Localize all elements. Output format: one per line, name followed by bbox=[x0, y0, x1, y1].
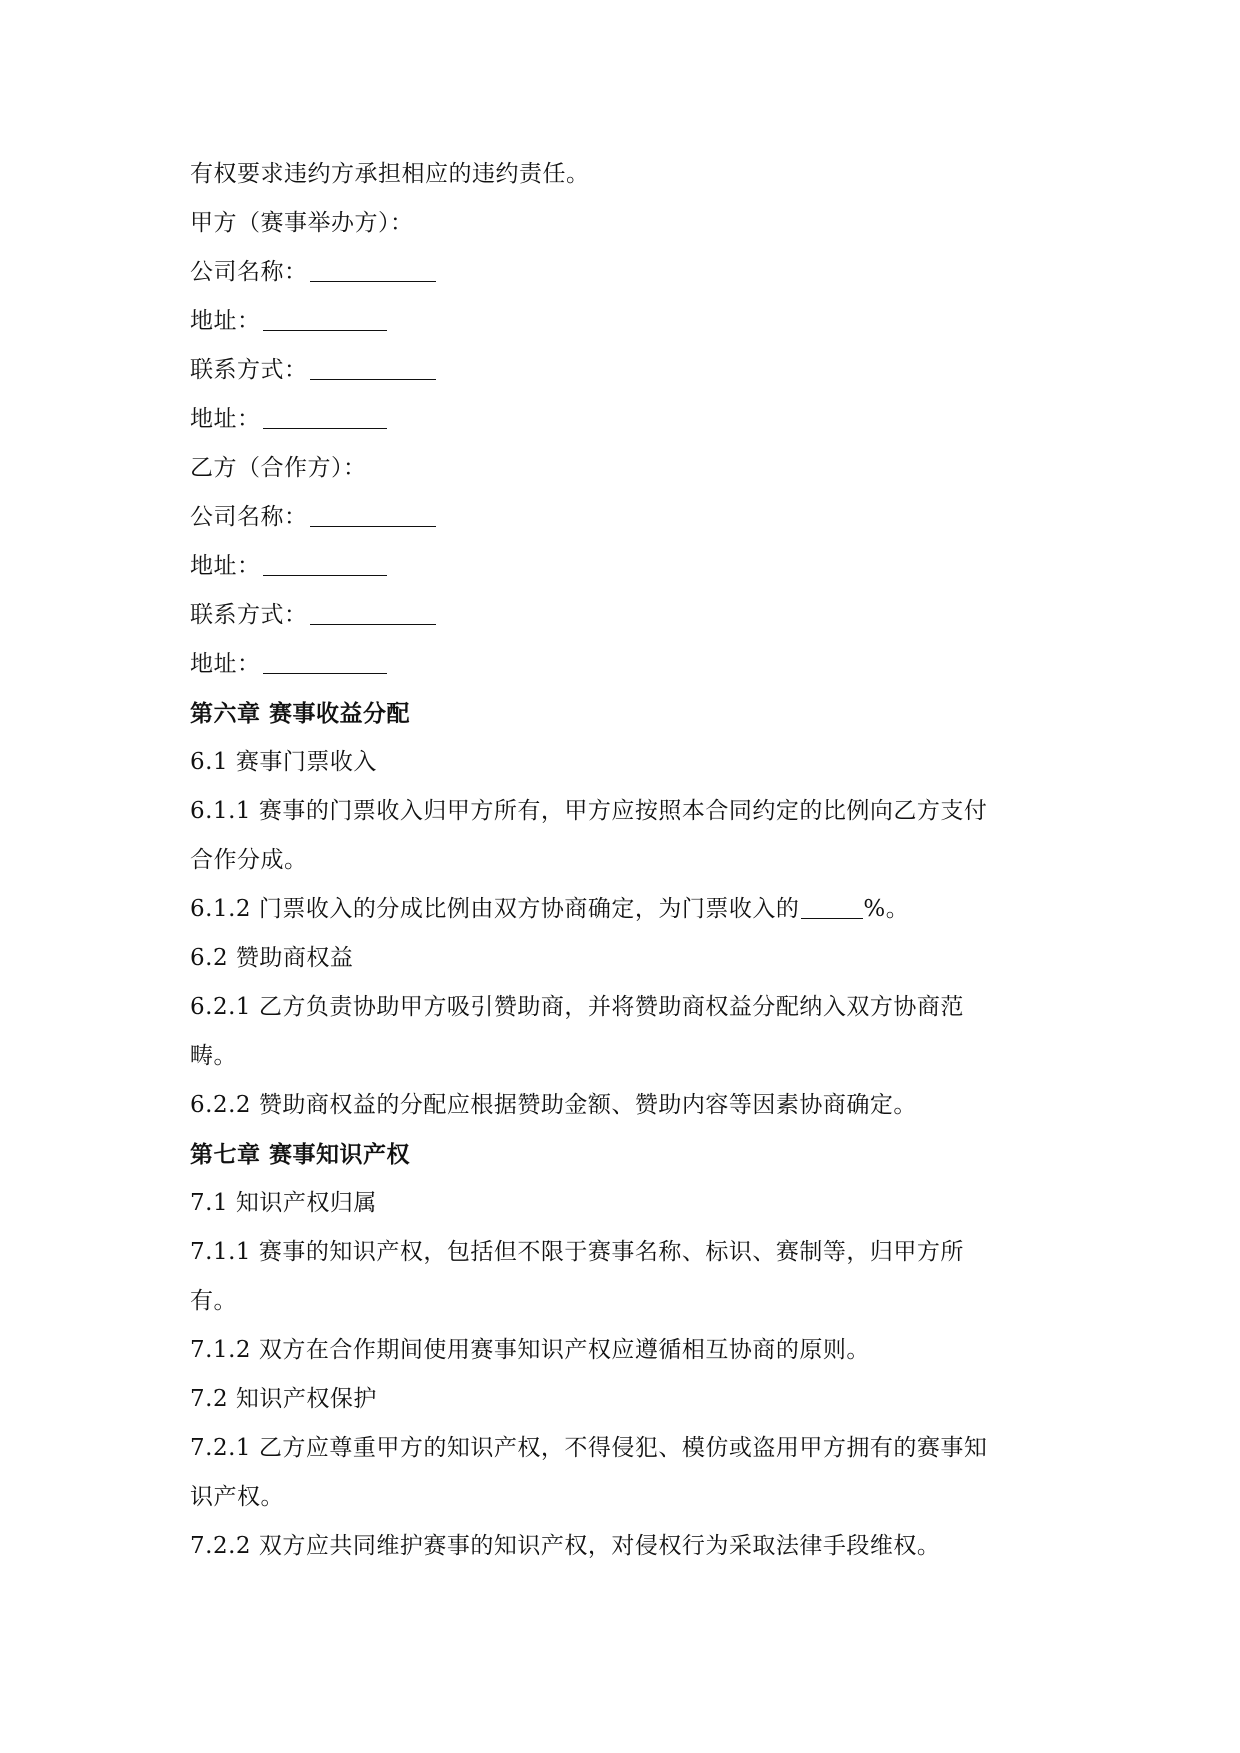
party-b-contact-blank bbox=[310, 598, 436, 625]
clause-6-1-1-line-1: 6.1.1 赛事的门票收入归甲方所有，甲方应按照本合同约定的比例向乙方支付 bbox=[190, 798, 988, 824]
section-7-2: 7.2 知识产权保护 bbox=[190, 1386, 377, 1412]
clause-6-2-1-line-1: 6.2.1 乙方负责协助甲方吸引赞助商，并将赞助商权益分配纳入双方协商范 bbox=[190, 994, 964, 1020]
party-a-address2-blank bbox=[263, 402, 387, 429]
party-a-company-row bbox=[190, 248, 1070, 297]
document-body bbox=[190, 150, 1070, 1571]
chapter-6-title: 第六章 赛事收益分配 bbox=[190, 700, 411, 727]
party-a-contact-row bbox=[190, 346, 1070, 395]
clause-6-1-2-suffix: %。 bbox=[863, 896, 910, 922]
party-a-address-label: 地址： bbox=[190, 308, 261, 334]
party-b-address2-blank bbox=[263, 647, 387, 674]
chapter-7-title: 第七章 赛事知识产权 bbox=[190, 1141, 411, 1168]
clause-7-2-1-line-2: 识产权。 bbox=[190, 1484, 284, 1510]
clause-7-1-1-line-1: 7.1.1 赛事的知识产权，包括但不限于赛事名称、标识、赛制等，归甲方所 bbox=[190, 1239, 964, 1265]
section-6-1: 6.1 赛事门票收入 bbox=[190, 749, 377, 775]
party-a-address-blank bbox=[263, 304, 387, 331]
clause-6-1-1-line-2: 合作分成。 bbox=[190, 847, 308, 873]
party-a-company-blank bbox=[310, 255, 436, 282]
clause-6-1-2-text: 6.1.2 门票收入的分成比例由双方协商确定，为门票收入的 bbox=[190, 896, 800, 922]
party-b-company-row bbox=[190, 493, 1070, 542]
clause-6-2-2: 6.2.2 赞助商权益的分配应根据赞助金额、赞助内容等因素协商确定。 bbox=[190, 1092, 917, 1118]
clause-7-2-1-line-1: 7.2.1 乙方应尊重甲方的知识产权，不得侵犯、模仿或盗用甲方拥有的赛事知 bbox=[190, 1435, 988, 1461]
party-a-address2-row bbox=[190, 395, 1070, 444]
party-b-contact-label: 联系方式： bbox=[190, 602, 308, 628]
section-6-2: 6.2 赞助商权益 bbox=[190, 945, 354, 971]
intro-paragraph: 有权要求违约方承担相应的违约责任。 bbox=[190, 161, 590, 187]
percentage-blank bbox=[801, 892, 863, 919]
party-a-address2-label: 地址： bbox=[190, 406, 261, 432]
party-b-contact-row bbox=[190, 591, 1070, 640]
party-a-title: 甲方（赛事举办方）： bbox=[190, 210, 414, 236]
party-a-contact-label: 联系方式： bbox=[190, 357, 308, 383]
party-b-title: 乙方（合作方）： bbox=[190, 455, 367, 481]
clause-7-1-1-line-2: 有。 bbox=[190, 1288, 237, 1314]
section-7-1: 7.1 知识产权归属 bbox=[190, 1190, 377, 1216]
party-a-address-row bbox=[190, 297, 1070, 346]
clause-6-2-1-line-2: 畴。 bbox=[190, 1043, 237, 1069]
clause-6-1-2-row bbox=[190, 885, 1070, 934]
party-b-address-label: 地址： bbox=[190, 553, 261, 579]
party-a-contact-blank bbox=[310, 353, 436, 380]
party-b-address-blank bbox=[263, 549, 387, 576]
party-b-address2-label: 地址： bbox=[190, 651, 261, 677]
party-b-address-row bbox=[190, 542, 1070, 591]
party-b-company-blank bbox=[310, 500, 436, 527]
clause-7-2-2: 7.2.2 双方应共同维护赛事的知识产权，对侵权行为采取法律手段维权。 bbox=[190, 1533, 941, 1559]
party-b-company-label: 公司名称： bbox=[190, 504, 308, 530]
clause-7-1-2: 7.1.2 双方在合作期间使用赛事知识产权应遵循相互协商的原则。 bbox=[190, 1337, 870, 1363]
party-b-address2-row bbox=[190, 640, 1070, 689]
party-a-company-label: 公司名称： bbox=[190, 259, 308, 285]
